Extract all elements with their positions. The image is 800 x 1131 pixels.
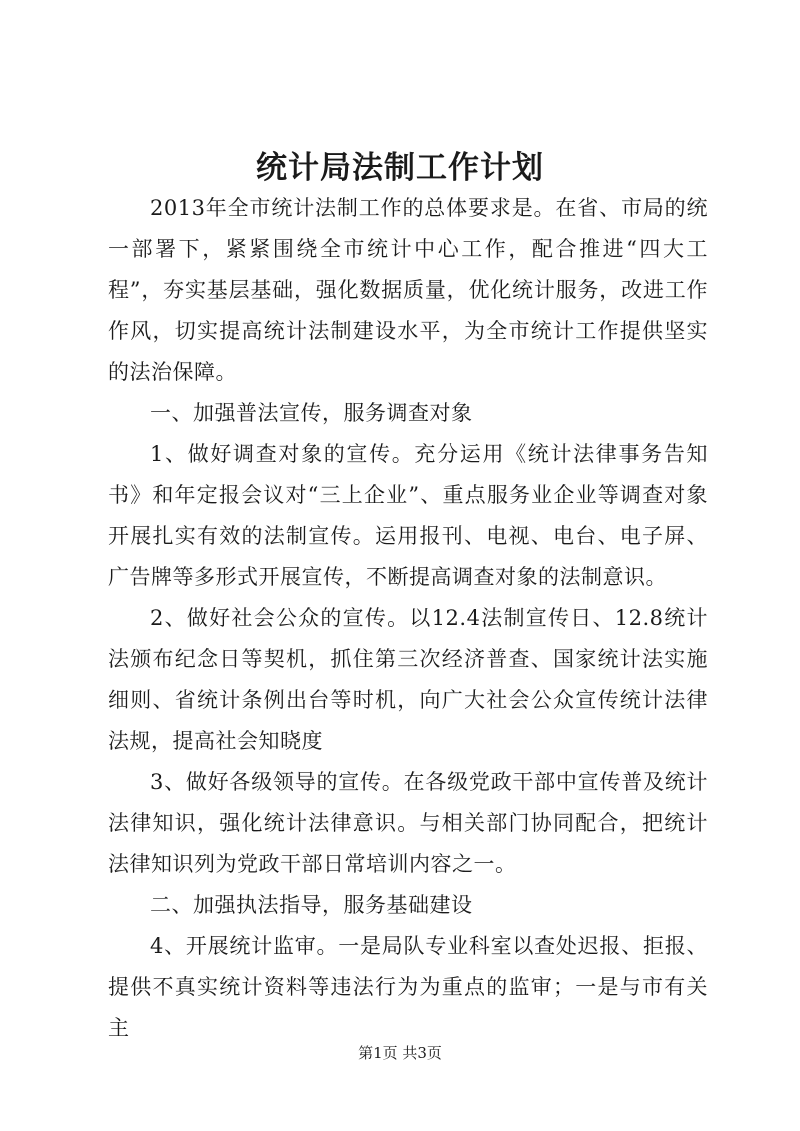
paragraph-item-2: 2、做好社会公众的宣传。以12.4法制宣传日、12.8统计法颁布纪念日等契机，抓住第三次经济普查、国家统计法实施细则、省统计条例出台等时机，向广大社会公众宣传统计法律法规，提高社会知晓度 <box>108 606 708 753</box>
document-title: 统计局法制工作计划 <box>256 150 544 186</box>
section-heading-2: 二、加强执法指导，服务基础建设 <box>150 893 473 917</box>
section-heading-1: 一、加强普法宣传，服务调查对象 <box>150 401 473 425</box>
paragraph-overview: 2013年全市统计法制工作的总体要求是。在省、市局的统一部署下，紧紧围绕全市统计中心工作，配合推进“四大工程”，夯实基层基础，强化数据质量，优化统计服务，改进工作作风，切实提高统计法制建设水平，为全市统计工作提供坚实的法治保障。 <box>108 196 708 384</box>
paragraph-item-4: 4、开展统计监审。一是局队专业科室以查处迟报、拒报、提供不真实统计资料等违法行为为重点的监审；一是与市有关主 <box>108 934 708 1040</box>
page-footer: 第1页 共3页 <box>358 1044 442 1062</box>
document-body <box>108 188 708 1049</box>
paragraph-item-1: 1、做好调查对象的宣传。充分运用《统计法律事务告知书》和年定报会议对“三上企业”、重点服务业企业等调查对象开展扎实有效的法制宣传。运用报刊、电视、电台、电子屏、广告牌等多形式开展宣传，不断提高调查对象的法制意识。 <box>108 442 708 589</box>
paragraph-item-3: 3、做好各级领导的宣传。在各级党政干部中宣传普及统计法律知识，强化统计法律意识。与相关部门协同配合，把统计法律知识列为党政干部日常培训内容之一。 <box>108 770 708 876</box>
